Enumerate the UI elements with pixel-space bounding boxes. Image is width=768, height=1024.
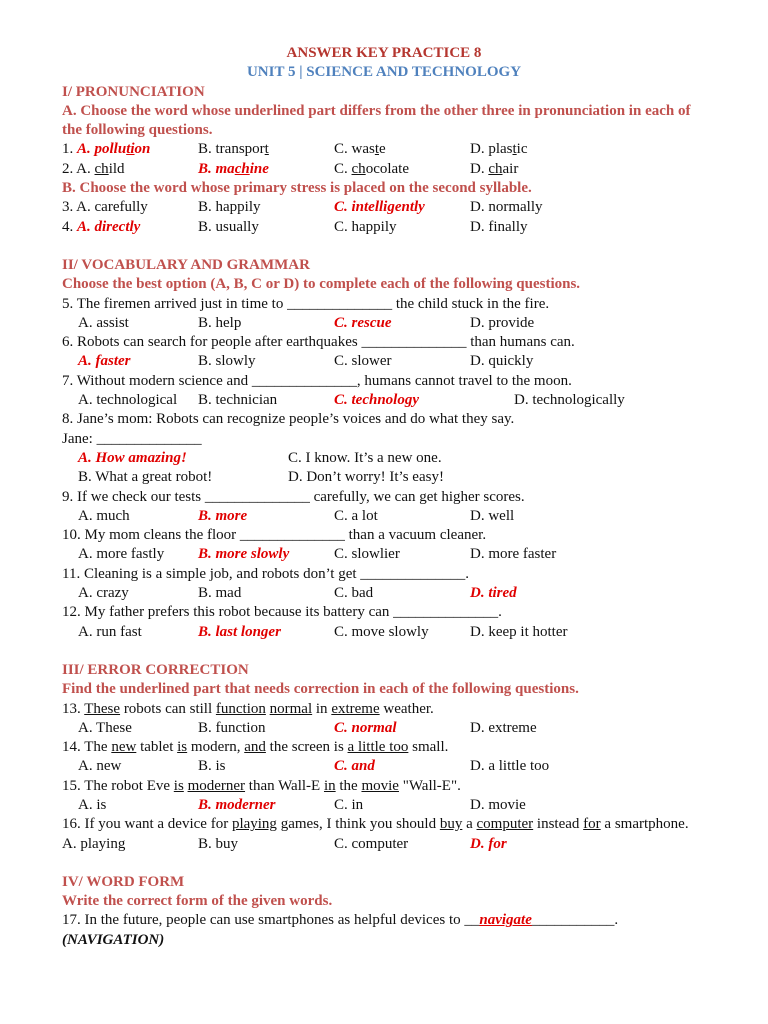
answer-8: A. How amazing! [78, 449, 187, 466]
options-11: A. crazy B. mad C. bad D. tired [62, 584, 706, 603]
question-3: 3. A. carefully B. happily C. intelligently D. normally [62, 198, 706, 217]
unit-title: UNIT 5 | SCIENCE AND TECHNOLOGY [246, 64, 522, 81]
answer-13: C. normal [334, 719, 397, 736]
answer-2: B. machine [198, 160, 269, 177]
options-13: A. These B. function C. normal D. extreme [62, 719, 706, 738]
answer-14: C. and [334, 758, 375, 775]
options-8-row2: B. What a great robot! D. Don’t worry! It’s easy! [78, 469, 444, 486]
answer-15: B. moderner [198, 796, 276, 813]
answer-6: A. faster [78, 353, 131, 370]
instruction-word-form: Write the correct form of the given words. [62, 893, 333, 910]
question-4: 4. A. directly B. usually C. happily D. finally [62, 218, 528, 235]
answer-12: B. last longer [198, 623, 281, 640]
answer-3: C. intelligently [334, 199, 425, 216]
question-16: 16. If you want a device for playing games, I think you should buy a computer instead for a smartphone. [62, 816, 689, 833]
question-17-hint: (NAVIGATION) [62, 931, 165, 948]
options-8-row1: A. How amazing! C. I know. It’s a new one. [62, 449, 706, 468]
options-10: A. more fastly B. more slowly C. slowlier D. more faster [62, 545, 706, 564]
answer-11: D. tired [470, 585, 517, 602]
question-17: 17. In the future, people can use smartphones as helpful devices to __navigate___________. [62, 912, 619, 929]
section-heading-vocabulary: II/ VOCABULARY AND GRAMMAR [62, 256, 310, 273]
options-5: A. assist B. help C. rescue D. provide [62, 314, 706, 333]
option-d: D. plastic [470, 141, 528, 158]
answer-4: A. directly [77, 218, 141, 235]
answer-9: B. more [198, 507, 248, 524]
document-title: ANSWER KEY PRACTICE 8 [286, 45, 482, 61]
answer-5: C. rescue [334, 314, 392, 331]
answer-1: A. pollution [77, 141, 151, 158]
section-heading-error-correction: III/ ERROR CORRECTION [62, 661, 249, 678]
question-15: 15. The robot Eve is moderner than Wall-E in the movie "Wall-E". [62, 777, 461, 794]
instruction-b: B. Choose the word whose primary stress is placed on the second syllable. [62, 180, 532, 197]
question-14: 14. The new tablet is modern, and the screen is a little too small. [62, 739, 449, 756]
question-11: 11. Cleaning is a simple job, and robots don’t get ______________. [62, 565, 470, 582]
answer-10: B. more slowly [198, 546, 290, 563]
question-9: 9. If we check our tests ______________ carefully, we can get higher scores. [62, 488, 525, 505]
instruction-error: Find the underlined part that needs correction in each of the following questions. [62, 681, 579, 698]
option-b: B. transport [198, 141, 269, 158]
question-6: 6. Robots can search for people after earthquakes ______________ than humans can. [62, 334, 575, 351]
question-8-blank: Jane: ______________ [62, 430, 202, 447]
option-c: C. waste [334, 141, 386, 158]
options-6: A. faster B. slowly C. slower D. quickly [62, 352, 706, 371]
section-heading-word-form: IV/ WORD FORM [62, 873, 185, 890]
answer-7: C. technology [334, 392, 419, 409]
answer-17: navigate [479, 912, 532, 929]
options-15: A. is B. moderner C. in D. movie [62, 796, 706, 815]
question-10: 10. My mom cleans the floor ______________ than a vacuum cleaner. [62, 527, 487, 544]
options-12: A. run fast B. last longer C. move slowly D. keep it hotter [62, 623, 706, 642]
question-7: 7. Without modern science and ______________, humans cannot travel to the moon. [62, 372, 572, 389]
question-2: 2. A. child B. machine C. chocolate D. chair [62, 160, 706, 179]
question-12: 12. My father prefers this robot because its battery can ______________. [62, 604, 502, 621]
options-16: A. playing B. buy C. computer D. for [62, 835, 706, 854]
options-7: A. technological B. technician C. technology D. technologically [62, 391, 706, 410]
question-5: 5. The firemen arrived just in time to ______________ the child stuck in the fire. [62, 295, 550, 312]
options-14: A. new B. is C. and D. a little too [62, 757, 706, 776]
question-8: 8. Jane’s mom: Robots can recognize people’s voices and do what they say. [62, 411, 515, 428]
question-1: 1. A. pollution B. transport C. waste D. plastic [62, 140, 706, 159]
answer-16: D. for [470, 835, 507, 852]
options-9: A. much B. more C. a lot D. well [62, 507, 706, 526]
question-13: 13. These robots can still function normal in extreme weather. [62, 700, 434, 717]
instruction-vocab: Choose the best option (A, B, C or D) to complete each of the following questions. [62, 276, 581, 293]
section-heading-pronunciation: I/ PRONUNCIATION [62, 83, 205, 100]
instruction-a: A. Choose the word whose underlined part differs from the other three in pronunciation in each of the following questions. [62, 102, 691, 139]
